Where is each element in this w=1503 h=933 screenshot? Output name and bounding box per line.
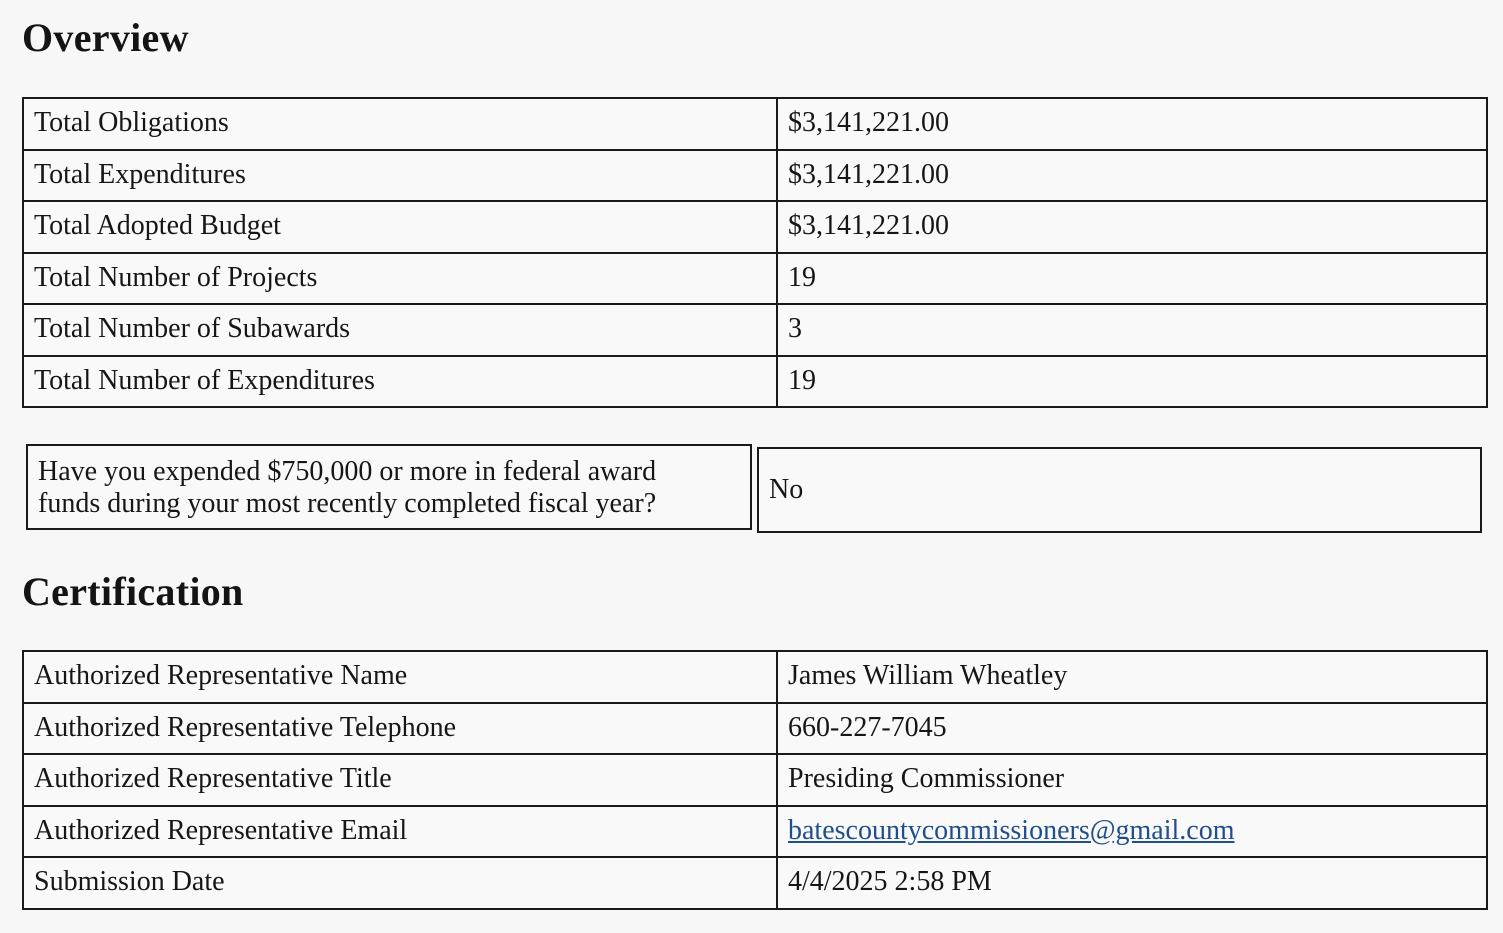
table-row <box>23 201 1487 253</box>
overview-table <box>22 97 1488 408</box>
table-row <box>23 253 1487 305</box>
table-row <box>23 857 1487 909</box>
table-row <box>23 150 1487 202</box>
table-row <box>23 651 1487 703</box>
rep-title-label: Authorized Representative Title <box>23 754 777 806</box>
overview-heading: Overview <box>22 15 189 60</box>
federal-award-question-line2: funds during your most recently completed fiscal year? <box>38 488 657 520</box>
rep-telephone-value: 660-227-7045 <box>777 703 1487 755</box>
rep-email-link[interactable]: batescountycommissioners@gmail.com <box>788 814 1235 846</box>
table-row <box>23 754 1487 806</box>
total-projects-label: Total Number of Projects <box>23 253 777 305</box>
rep-name-label: Authorized Representative Name <box>23 651 777 703</box>
table-row <box>23 703 1487 755</box>
federal-award-question <box>26 444 752 530</box>
table-row <box>23 304 1487 356</box>
federal-award-answer-box <box>757 447 1482 533</box>
total-obligations-label: Total Obligations <box>23 98 777 150</box>
rep-title-value: Presiding Commissioner <box>777 754 1487 806</box>
total-expenditures-value: $3,141,221.00 <box>777 150 1487 202</box>
rep-name-value: James William Wheatley <box>777 651 1487 703</box>
total-adopted-budget-value: $3,141,221.00 <box>777 201 1487 253</box>
rep-telephone-label: Authorized Representative Telephone <box>23 703 777 755</box>
submission-date-label: Submission Date <box>23 857 777 909</box>
rep-email-label: Authorized Representative Email <box>23 806 777 858</box>
total-adopted-budget-label: Total Adopted Budget <box>23 201 777 253</box>
federal-award-question-line1: Have you expended $750,000 or more in federal award <box>38 456 657 487</box>
table-row <box>23 356 1487 408</box>
total-projects-value: 19 <box>777 253 1487 305</box>
total-subawards-value: 3 <box>777 304 1487 356</box>
federal-award-answer: No <box>769 473 804 505</box>
certification-heading: Certification <box>22 569 244 614</box>
submission-date-value: 4/4/2025 2:58 PM <box>777 857 1487 909</box>
total-expenditures-label: Total Expenditures <box>23 150 777 202</box>
rep-email-cell <box>777 806 1487 858</box>
certification-table <box>22 650 1488 910</box>
total-number-expenditures-value: 19 <box>777 356 1487 408</box>
table-row <box>23 806 1487 858</box>
total-number-expenditures-label: Total Number of Expenditures <box>23 356 777 408</box>
total-subawards-label: Total Number of Subawards <box>23 304 777 356</box>
total-obligations-value: $3,141,221.00 <box>777 98 1487 150</box>
table-row <box>23 98 1487 150</box>
